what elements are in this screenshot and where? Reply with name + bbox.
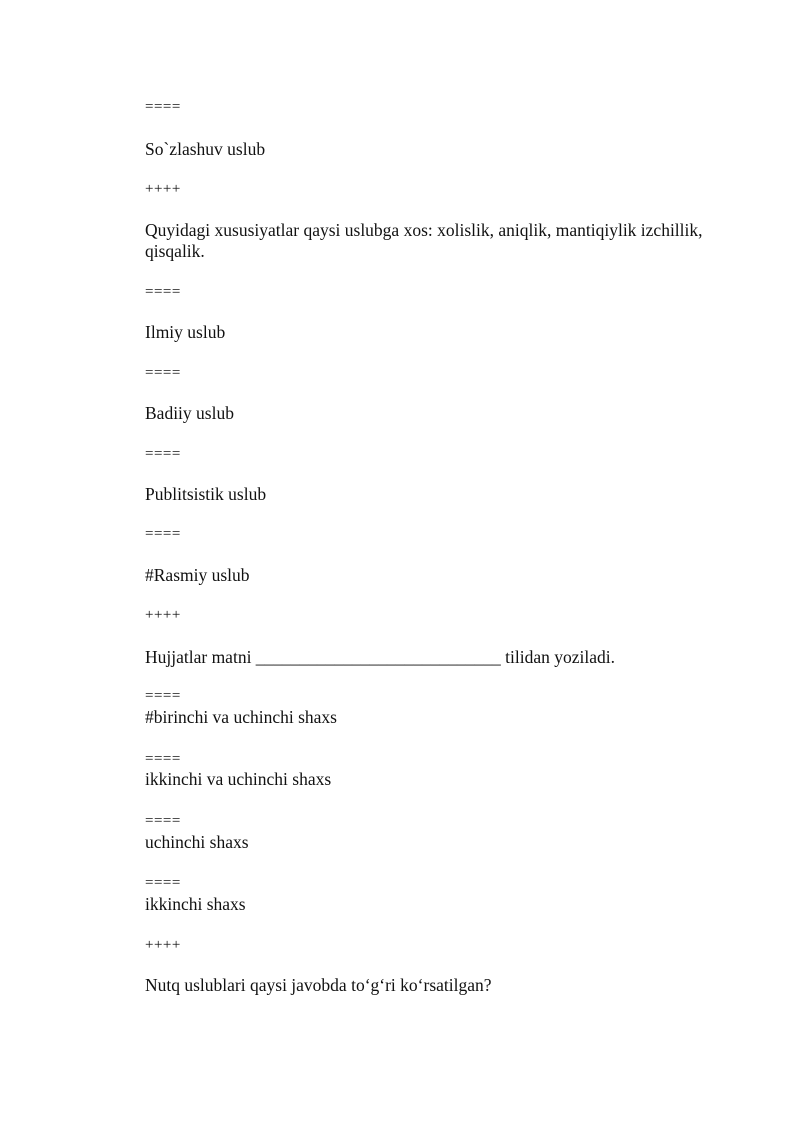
separator-line: ==== — [145, 99, 181, 115]
separator-line: ==== — [145, 688, 181, 704]
answer-line: ikkinchi va uchinchi shaxs — [145, 769, 332, 789]
question-line: Hujjatlar matni ____________________________ tilidan yoziladi. — [145, 647, 616, 667]
separator-line: ==== — [145, 813, 181, 829]
answer-line: uchinchi shaxs — [145, 832, 249, 852]
answer-line: Badiiy uslub — [145, 403, 234, 423]
question-line: Quyidagi xususiyatlar qaysi uslubga xos: xolislik, aniqlik, mantiqiylik izchillik, qisqalik. — [145, 220, 707, 261]
answer-line: Ilmiy uslub — [145, 322, 226, 342]
answer-line: So`zlashuv uslub — [145, 139, 266, 159]
separator-line: ==== — [145, 446, 181, 462]
question-separator: ++++ — [145, 607, 181, 623]
separator-line: ==== — [145, 875, 181, 891]
separator-line: ==== — [145, 284, 181, 300]
correct-answer-line: #birinchi va uchinchi shaxs — [145, 707, 337, 727]
separator-line: ==== — [145, 365, 181, 381]
correct-answer-line: #Rasmiy uslub — [145, 565, 250, 585]
separator-line: ==== — [145, 751, 181, 767]
answer-line: ikkinchi shaxs — [145, 894, 246, 914]
separator-line: ==== — [145, 526, 181, 542]
answer-line: Publitsistik uslub — [145, 484, 267, 504]
question-line: Nutq uslublari qaysi javobda to‘g‘ri ko‘rsatilgan? — [145, 975, 492, 995]
question-separator: ++++ — [145, 181, 181, 197]
question-separator: ++++ — [145, 937, 181, 953]
